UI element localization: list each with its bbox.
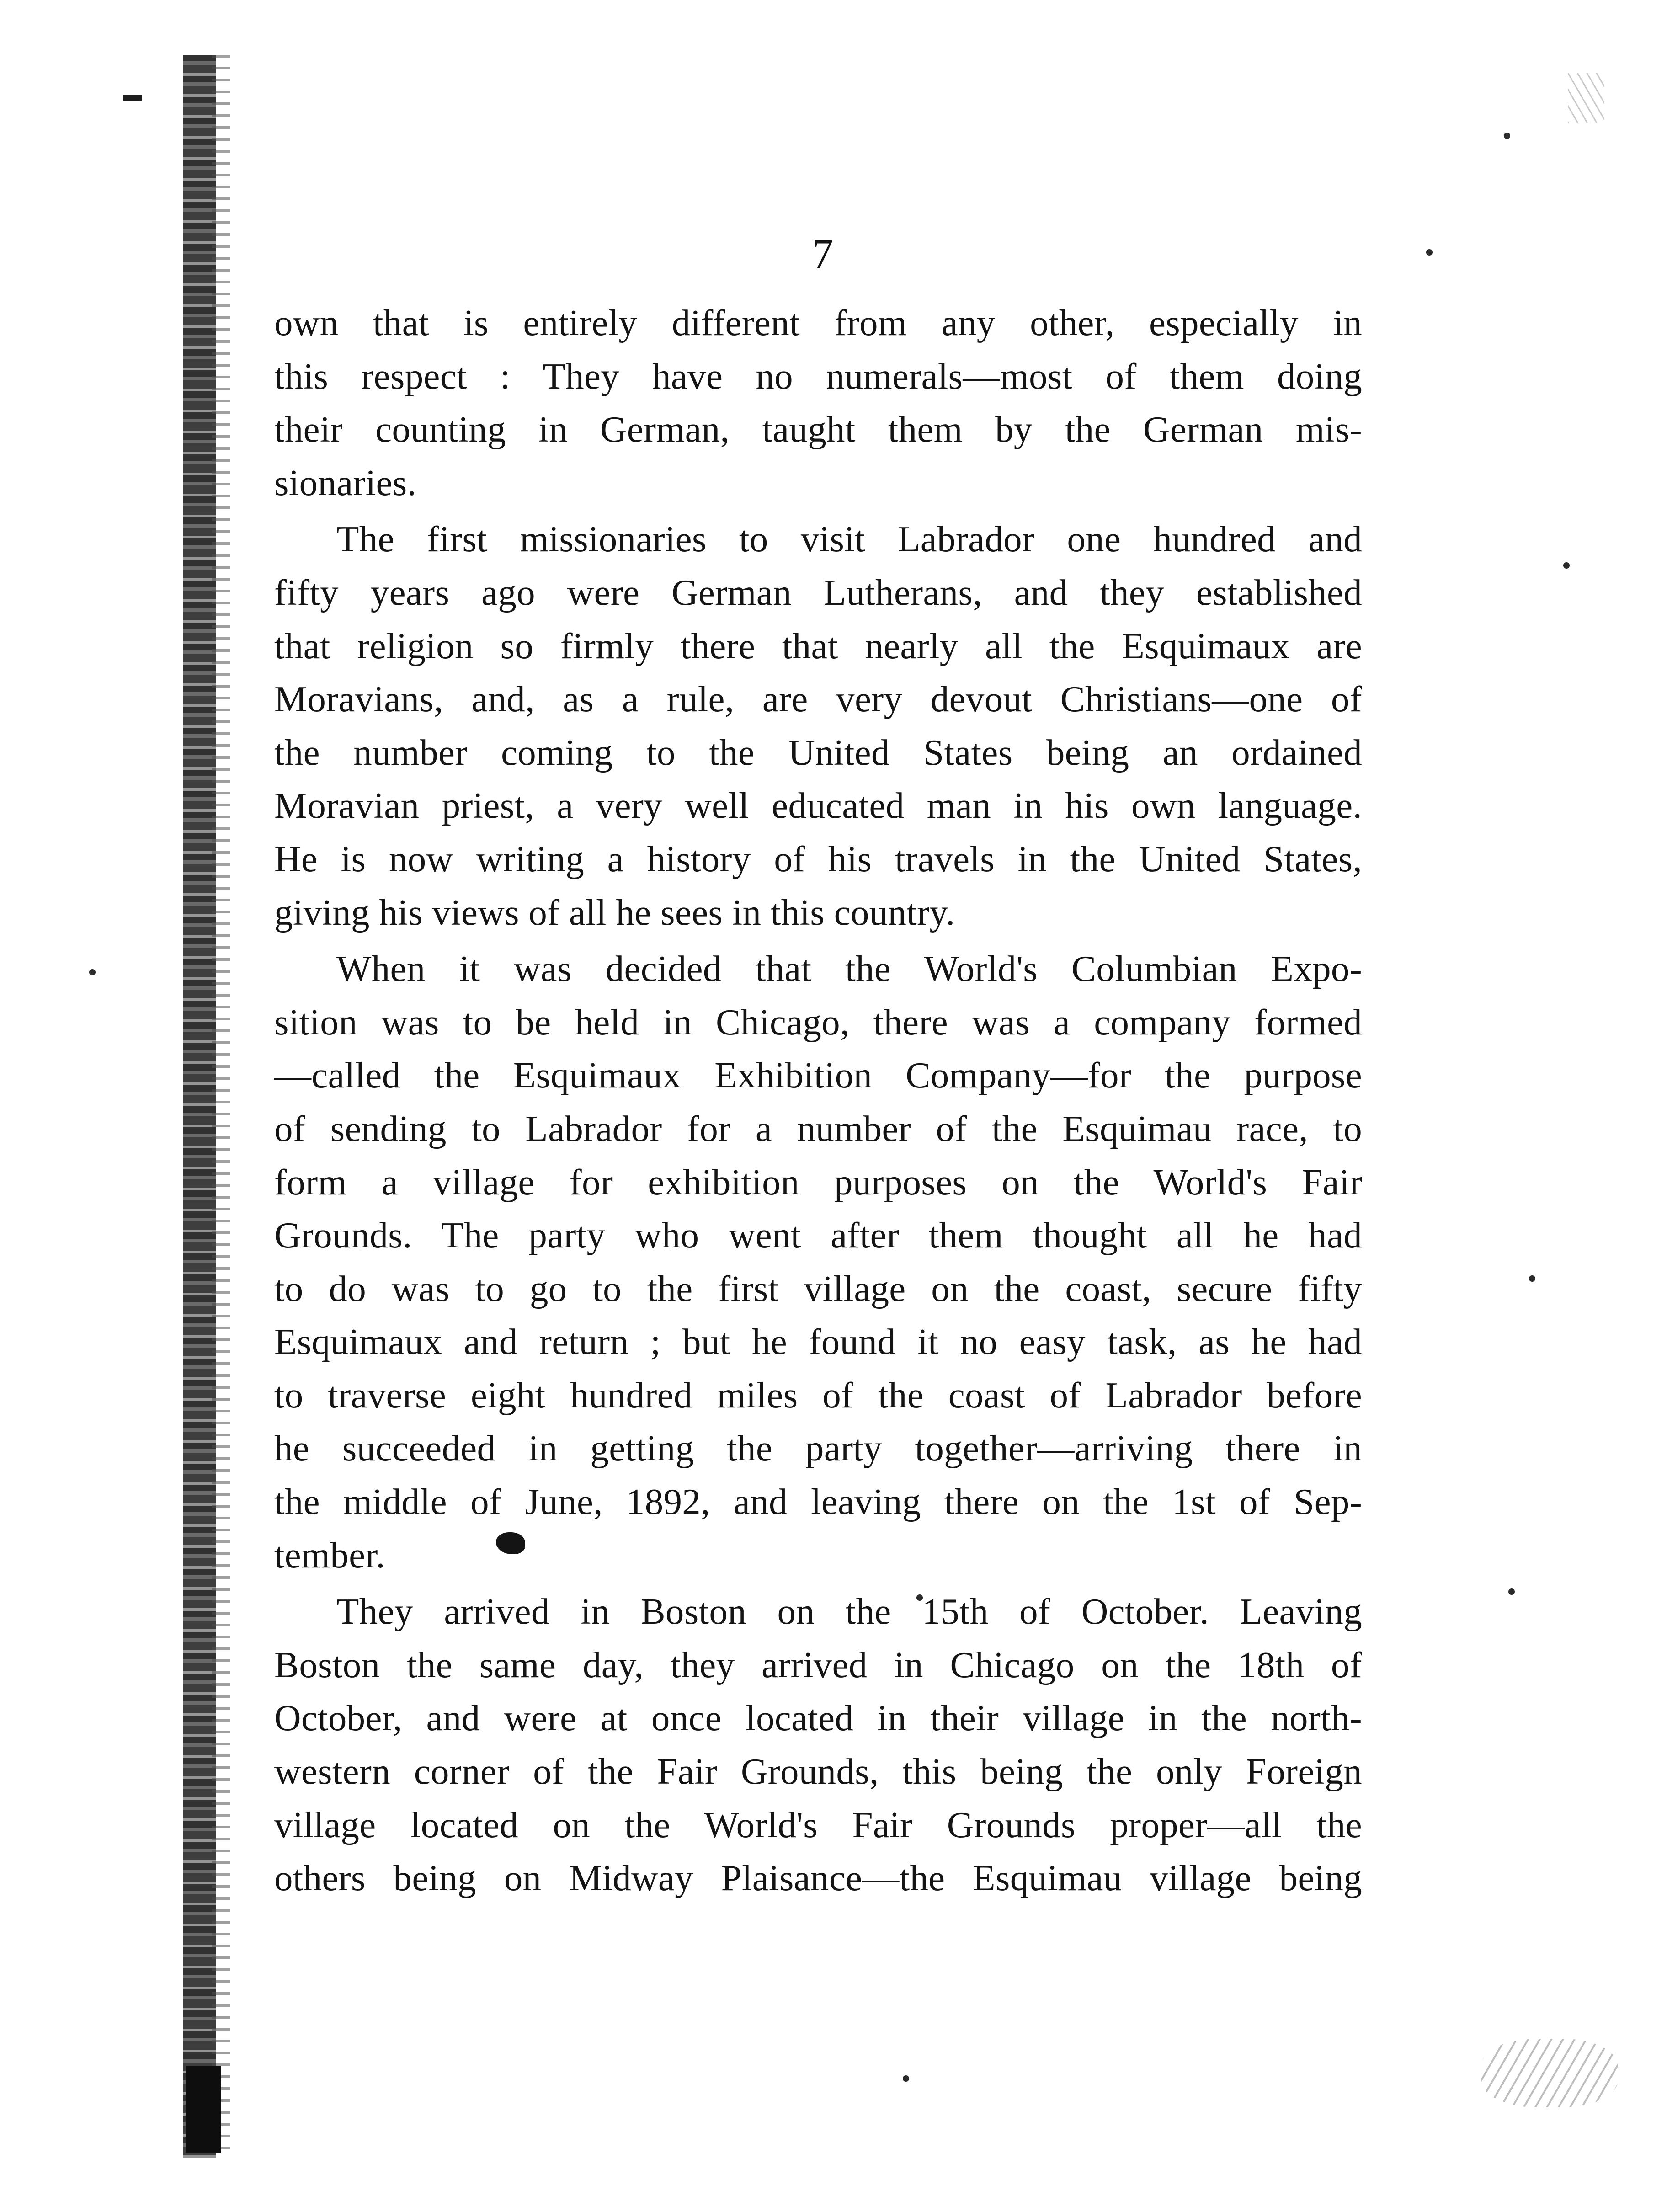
speck — [903, 2075, 909, 2082]
text-line: They arrived in Boston on the 15th of October. Leaving — [336, 1591, 1362, 1632]
scan-noise-bottom — [1481, 2039, 1618, 2107]
margin-mark — [123, 95, 142, 101]
paragraph — [274, 942, 1362, 1582]
speck — [89, 969, 96, 975]
text-line: The first missionaries to visit Labrador one hundred and — [336, 518, 1362, 560]
text-line: own that is entirely different from any other, especially in — [274, 302, 1362, 343]
paragraph — [274, 296, 1362, 509]
text-line: giving his views of all he sees in this country. — [274, 891, 955, 933]
speck — [1529, 1275, 1535, 1282]
binding-edge — [183, 55, 216, 2158]
text-line: he succeeded in getting the party together—arriving there in — [274, 1428, 1362, 1469]
text-line: this respect : They have no numerals—most of them doing — [274, 355, 1362, 397]
text-line: sionaries. — [274, 462, 417, 503]
text-line: to traverse eight hundred miles of the coast of Labrador before — [274, 1374, 1362, 1416]
text-line: Moravian priest, a very well educated man in his own language. — [274, 785, 1362, 826]
text-line: to do was to go to the first village on the coast, secure fifty — [274, 1268, 1362, 1309]
text-line: sition was to be held in Chicago, there was a company formed — [274, 1001, 1362, 1043]
text-line: Moravians, and, as a rule, are very devout Christians—one of — [274, 678, 1362, 720]
page-number: 7 — [812, 230, 833, 277]
text-line: the middle of June, 1892, and leaving there on the 1st of Sep- — [274, 1481, 1362, 1523]
body-text — [274, 296, 1362, 1905]
paragraph — [274, 1585, 1362, 1905]
text-line: village located on the World's Fair Grounds proper—all the — [274, 1804, 1362, 1845]
speck — [1563, 562, 1570, 569]
text-line: When it was decided that the World's Columbian Expo- — [336, 948, 1362, 990]
text-line: He is now writing a history of his travels in the United States, — [274, 838, 1362, 879]
text-line: of sending to Labrador for a number of the Esquimau race, to — [274, 1108, 1362, 1149]
text-line: others being on Midway Plaisance—the Esquimau village being — [274, 1857, 1362, 1899]
paragraph — [274, 512, 1362, 939]
text-line: that religion so firmly there that nearly all the Esquimaux are — [274, 625, 1362, 666]
text-line: Boston the same day, they arrived in Chicago on the 18th of — [274, 1644, 1362, 1685]
speck — [1508, 1588, 1515, 1595]
text-line: tember. — [274, 1534, 385, 1576]
text-line: the number coming to the United States being an ordained — [274, 731, 1362, 773]
text-line: form a village for exhibition purposes on the World's Fair — [274, 1161, 1362, 1203]
speck — [1504, 133, 1510, 139]
binding-edge-base — [186, 2066, 221, 2153]
text-line: October, and were at once located in their village in the north- — [274, 1697, 1362, 1739]
text-line: Grounds. The party who went after them thought all he had — [274, 1215, 1362, 1256]
text-line: their counting in German, taught them by the German mis- — [274, 409, 1362, 450]
text-line: —called the Esquimaux Exhibition Company—for the purpose — [274, 1055, 1362, 1096]
text-line: fifty years ago were German Lutherans, and they established — [274, 571, 1362, 613]
speck — [1426, 249, 1433, 256]
scan-noise-top — [1568, 73, 1604, 123]
text-line: Esquimaux and return ; but he found it no easy task, as he had — [274, 1321, 1362, 1363]
text-line: western corner of the Fair Grounds, this being the only Foreign — [274, 1751, 1362, 1792]
